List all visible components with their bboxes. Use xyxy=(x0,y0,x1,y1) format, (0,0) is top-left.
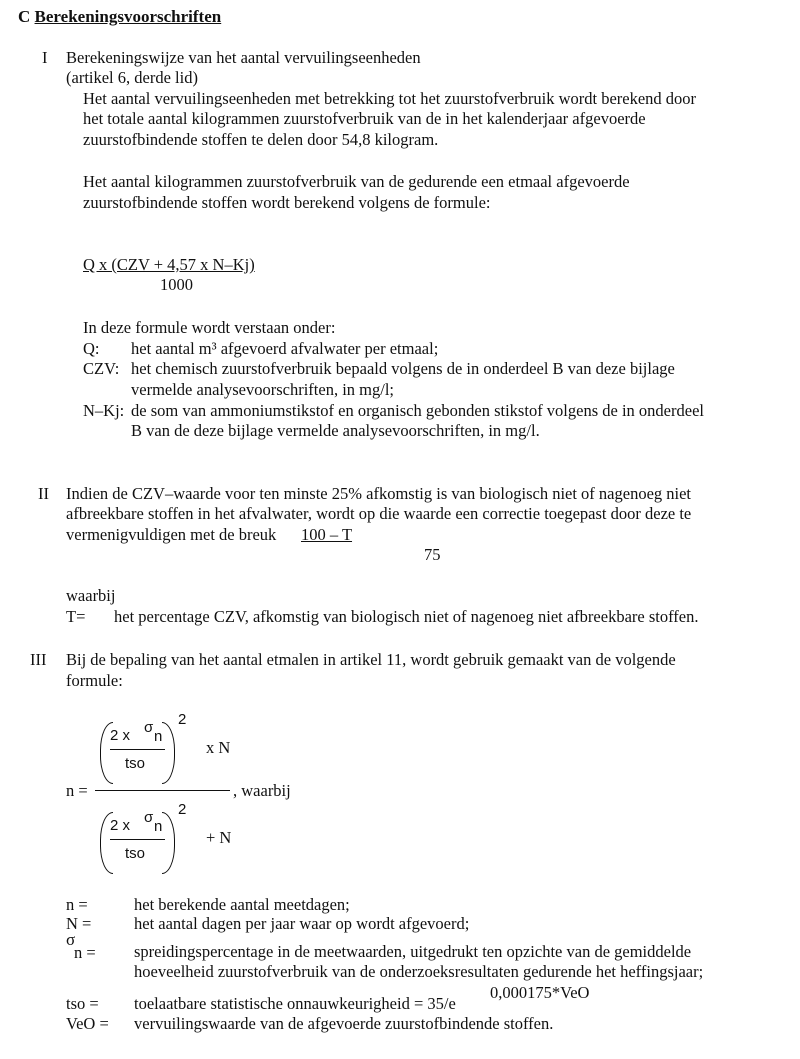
part-1-para-line: zuurstofbindende stoffen te delen door 54,8 kilogram. xyxy=(83,130,439,149)
definition-text: het berekende aantal meetdagen; xyxy=(134,895,350,914)
definition-text: spreidingspercentage in de meetwaarden, uitgedrukt ten opzichte van de gemiddelde xyxy=(134,942,692,961)
part-2-line: Indien de CZV–waarde voor ten minste 25% afkomstig is van biologisch niet of nagenoeg niet xyxy=(66,484,692,503)
part-1-title-line: (artikel 6, derde lid) xyxy=(66,68,198,87)
right-paren xyxy=(162,812,175,874)
inner-denominator: tso xyxy=(125,845,146,862)
sigma-symbol: σ xyxy=(66,930,76,949)
part-3-numeral: III xyxy=(30,650,47,669)
part-3-line: Bij de bepaling van het aantal etmalen in artikel 11, wordt gebruik gemaakt van de volgende xyxy=(66,650,676,669)
formula-1-denominator: 1000 xyxy=(160,275,193,294)
definition-term: N–Kj: xyxy=(83,401,125,420)
definition-text: B van de deze bijlage vermelde analysevoorschriften, in mg/l. xyxy=(131,421,540,440)
definition-term: T= xyxy=(66,607,86,626)
sigma-symbol: σ xyxy=(144,809,154,826)
inner-numerator: 2 x xyxy=(110,817,131,834)
part-1-para-line: zuurstofbindende stoffen wordt berekend volgens de formule: xyxy=(83,193,491,212)
definition-term: n = xyxy=(74,943,96,962)
definition-text: het aantal m³ afgevoerd afvalwater per etmaal; xyxy=(131,339,439,358)
part-1-para-line: Het aantal kilogrammen zuurstofverbruik van de gedurende een etmaal afgevoerde xyxy=(83,172,630,191)
definition-term: CZV: xyxy=(83,359,120,378)
formula-lhs: n = xyxy=(66,781,88,800)
part-1-para-line: Het aantal vervuilingseenheden met betrekking tot het zuurstofverbruik wordt berekend door xyxy=(83,89,697,108)
fraction-denominator: 75 xyxy=(424,545,441,564)
waarbij-label: waarbij xyxy=(66,586,116,605)
top-operator: x N xyxy=(206,738,231,757)
definition-text: vermelde analysevoorschriften, in mg/l; xyxy=(131,380,395,399)
inner-numerator: 2 x xyxy=(110,727,131,744)
inner-fraction-line xyxy=(110,749,165,750)
part-3-line: formule: xyxy=(66,671,123,690)
definition-text: de som van ammoniumstikstof en organisch gebonden stikstof volgens de in onderdeel xyxy=(131,401,704,420)
definition-term: VeO = xyxy=(66,1014,109,1033)
sigma-subscript: n xyxy=(154,818,163,835)
exponent: 2 xyxy=(178,711,187,728)
definition-text: het percentage CZV, afkomstig van biologisch niet of nagenoeg niet afbreekbare stoffen. xyxy=(114,607,699,626)
main-fraction-line xyxy=(95,790,230,791)
definition-text: het aantal dagen per jaar waar op wordt afgevoerd; xyxy=(134,914,470,933)
part-1-numeral: I xyxy=(42,48,48,67)
inner-denominator: tso xyxy=(125,755,146,772)
section-heading xyxy=(18,7,221,27)
definition-text: vervuilingswaarde van de afgevoerde zuurstofbindende stoffen. xyxy=(134,1014,554,1033)
part-1-title-line: Berekeningswijze van het aantal vervuilingseenheden xyxy=(66,48,421,67)
section-letter: C xyxy=(18,7,31,26)
part-2-numeral: II xyxy=(38,484,49,503)
definitions-intro: In deze formule wordt verstaan onder: xyxy=(83,318,336,337)
part-1-para-line: het totale aantal kilogrammen zuurstofverbruik van de in het kalenderjaar afgevoerde xyxy=(83,109,646,128)
bottom-operator: + N xyxy=(206,828,232,847)
definition-text: hoeveelheid zuurstofverbruik van de onderzoeksresultaten gedurende het heffingsjaar; xyxy=(134,962,704,981)
sigma-symbol: σ xyxy=(144,719,154,736)
part-2-line: afbreekbare stoffen in het afvalwater, wordt op die waarde een correctie toegepast door deze te xyxy=(66,504,692,523)
exponent-superscript: 0,000175*VeO xyxy=(490,983,590,1002)
section-title: Berekeningsvoorschriften xyxy=(34,7,222,26)
right-paren xyxy=(162,722,175,784)
formula-suffix: , waarbij xyxy=(233,781,291,800)
fraction-numerator: 100 – T xyxy=(301,525,353,544)
part-2-line: vermenigvuldigen met de breuk xyxy=(66,525,277,544)
definition-term: n = xyxy=(66,895,88,914)
definition-text: het chemisch zuurstofverbruik bepaald volgens de in onderdeel B van deze bijlage xyxy=(131,359,675,378)
definition-term: Q: xyxy=(83,339,100,358)
definition-term: N = xyxy=(66,914,92,933)
formula-1-numerator: Q x (CZV + 4,57 x N–Kj) xyxy=(83,255,255,274)
definition-text: toelaatbare statistische onnauwkeurigheid = 35/e xyxy=(134,994,456,1013)
sigma-subscript: n xyxy=(154,728,163,745)
exponent: 2 xyxy=(178,801,187,818)
definition-term: tso = xyxy=(66,994,99,1013)
inner-fraction-line xyxy=(110,839,165,840)
